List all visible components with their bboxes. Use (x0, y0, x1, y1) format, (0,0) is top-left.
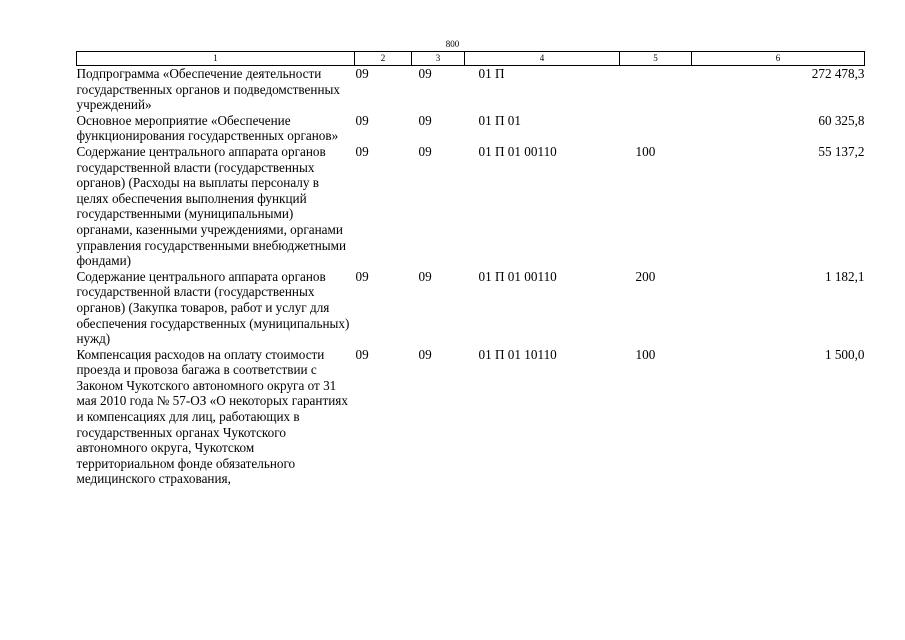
target-article-code: 01 П 01 10110 (478, 346, 557, 362)
expense-name: Содержание центрального аппарата органов государственной власти (государственных органов) (Расходы на выплаты персоналу в целях обеспечения выполнения функций государственными (муниципальными) органами, казенными учреждениями, органами управления государственными внебюджетными фондами) (76, 143, 347, 269)
table-row (77, 113, 865, 144)
table-row (77, 347, 865, 487)
table-row (77, 66, 865, 113)
amount: 272 478,3 (811, 66, 865, 81)
expense-type-code (620, 66, 692, 113)
expense-type-code: 100 (635, 346, 656, 362)
budget-table (76, 51, 865, 487)
section-code: 09 (355, 66, 369, 81)
column-number-row (77, 52, 865, 66)
target-article-code: 01 П 01 00110 (478, 143, 557, 159)
target-article-code: 01 П (478, 66, 505, 81)
table-row (77, 144, 865, 269)
expense-type-code (620, 113, 692, 144)
table-row (77, 269, 865, 347)
section-code: 09 (355, 143, 369, 159)
amount: 1 500,0 (824, 346, 865, 362)
subsection-code: 09 (418, 143, 432, 159)
subsection-code: 09 (418, 268, 432, 284)
subsection-code: 09 (418, 66, 432, 81)
column-number: 5 (620, 52, 692, 66)
expense-name: Компенсация расходов на оплату стоимости проезда и провоза багажа в соответствии с Законом Чукотского автономного округа от 31 мая 2010 года № 57-ОЗ «О некоторых гарантиях и компенсациях для лиц, работающих в государственных органах Чукотского автономного округа, Чукотском территориальном фонде обязательного медицинского страхования, (76, 346, 348, 487)
column-number: 4 (465, 52, 620, 66)
amount: 1 182,1 (824, 268, 865, 284)
target-article-code: 01 П 01 (478, 112, 521, 128)
expense-type-code: 200 (635, 268, 656, 284)
expense-type-code: 100 (635, 143, 656, 159)
expense-name: Содержание центрального аппарата органов государственной власти (государственных органов) (Закупка товаров, работ и услуг для обеспечения государственных (муниципальных) нужд) (76, 268, 350, 347)
section-code: 09 (355, 346, 369, 362)
amount: 55 137,2 (818, 143, 865, 159)
page-number: 800 (445, 39, 460, 49)
subsection-code: 09 (418, 112, 432, 128)
subsection-code: 09 (418, 346, 432, 362)
expense-name: Подпрограмма «Обеспечение деятельности государственных органов и подведомственных учреждений» (76, 66, 340, 113)
column-number: 6 (692, 52, 865, 66)
target-article-code: 01 П 01 00110 (478, 268, 557, 284)
amount: 60 325,8 (818, 112, 865, 128)
column-number: 2 (355, 52, 412, 66)
column-number: 3 (412, 52, 465, 66)
section-code: 09 (355, 268, 369, 284)
section-code: 09 (355, 112, 369, 128)
column-number: 1 (77, 52, 355, 66)
expense-name: Основное мероприятие «Обеспечение функционирования государственных органов» (76, 112, 339, 144)
